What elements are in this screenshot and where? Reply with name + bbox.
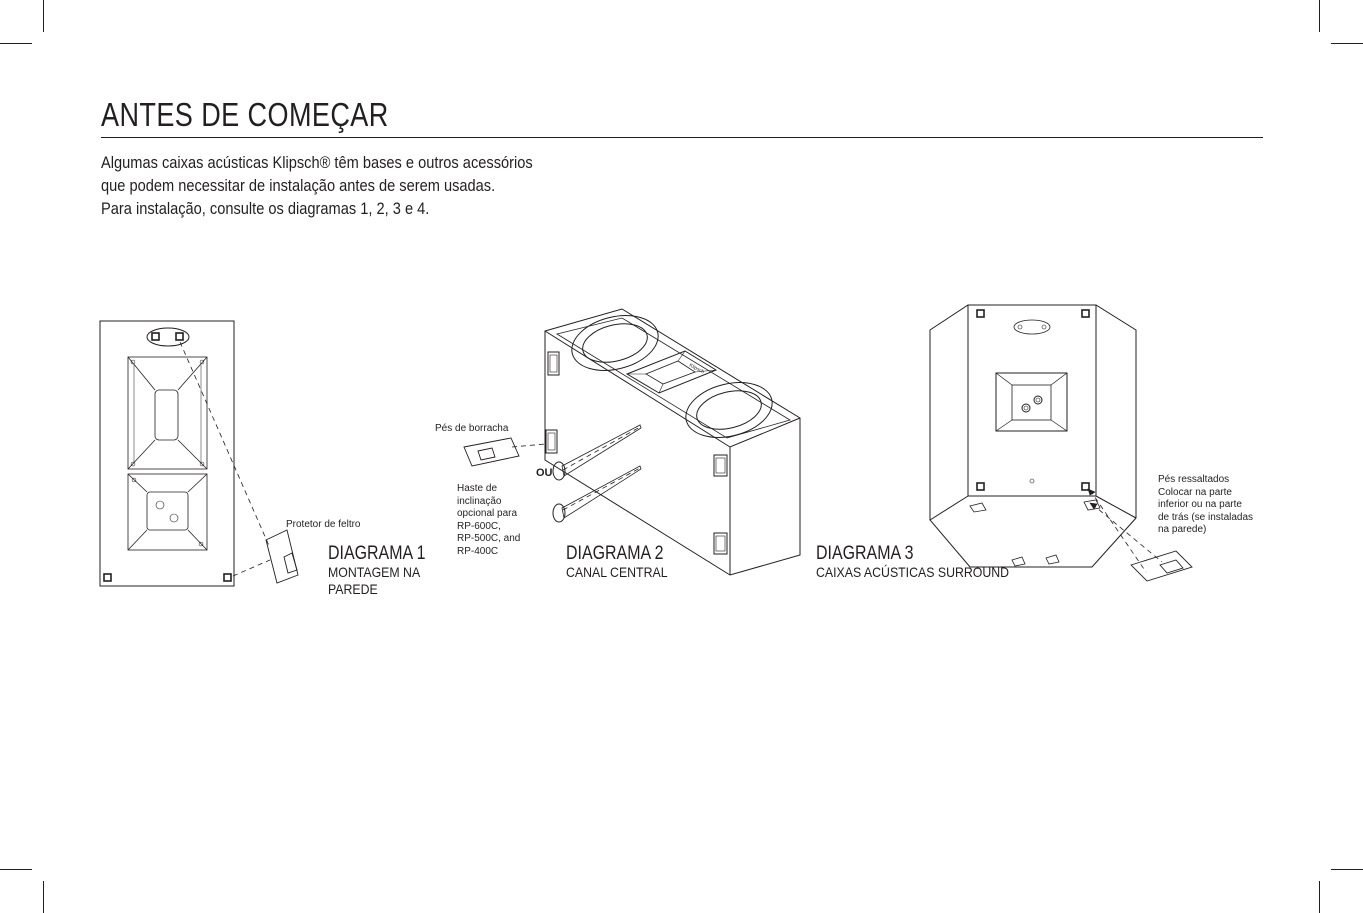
diagram3-subtitle: CAIXAS ACÚSTICAS SURROUND — [816, 564, 1010, 580]
label-line: Haste de — [457, 483, 498, 494]
rubber-feet-label: Pés de borracha — [435, 423, 509, 434]
page-title: ANTES DE COMEÇAR — [101, 96, 389, 133]
diagram2-title: DIAGRAMA 2 — [566, 543, 664, 564]
label-line: RP-600C, — [457, 520, 501, 532]
diagram3-speaker-illustration — [930, 305, 1192, 581]
diagram3-title: DIAGRAMA 3 — [816, 543, 914, 564]
subtitle-line: PAREDE — [328, 581, 378, 597]
diagram1-speaker-illustration — [100, 321, 298, 586]
label-line: RP-400C — [457, 545, 499, 557]
or-label: OU — [536, 467, 553, 479]
diagram2-subtitle: CANAL CENTRAL — [566, 564, 668, 580]
label-line: opcional para — [457, 508, 518, 519]
brand-mark: Klipsch — [688, 362, 706, 376]
label-line: Colocar na parte — [1158, 486, 1232, 498]
intro-line: que podem necessitar de instalação antes de serem usadas. — [101, 176, 496, 195]
label-line: inclinação — [457, 495, 502, 507]
label-line: Pés ressaltados — [1158, 474, 1230, 485]
tilt-rod-label — [457, 483, 520, 558]
diagram1-subtitle — [328, 564, 420, 598]
subtitle-line: MONTAGEM NA — [328, 564, 421, 580]
intro-line: Algumas caixas acústicas Klipsch® têm bases e outros acessórios — [101, 153, 533, 172]
felt-pad-label: Protetor de feltro — [286, 519, 361, 530]
label-line: RP-500C, and — [457, 533, 521, 544]
label-line: na parede) — [1158, 524, 1207, 535]
label-line: de trás (se instaladas — [1158, 511, 1254, 523]
label-line: inferior ou na parte — [1158, 499, 1242, 510]
raised-feet-label — [1158, 474, 1253, 537]
diagram1-title: DIAGRAMA 1 — [328, 543, 426, 564]
intro-line: Para instalação, consulte os diagramas 1, 2, 3 e 4. — [101, 199, 430, 218]
